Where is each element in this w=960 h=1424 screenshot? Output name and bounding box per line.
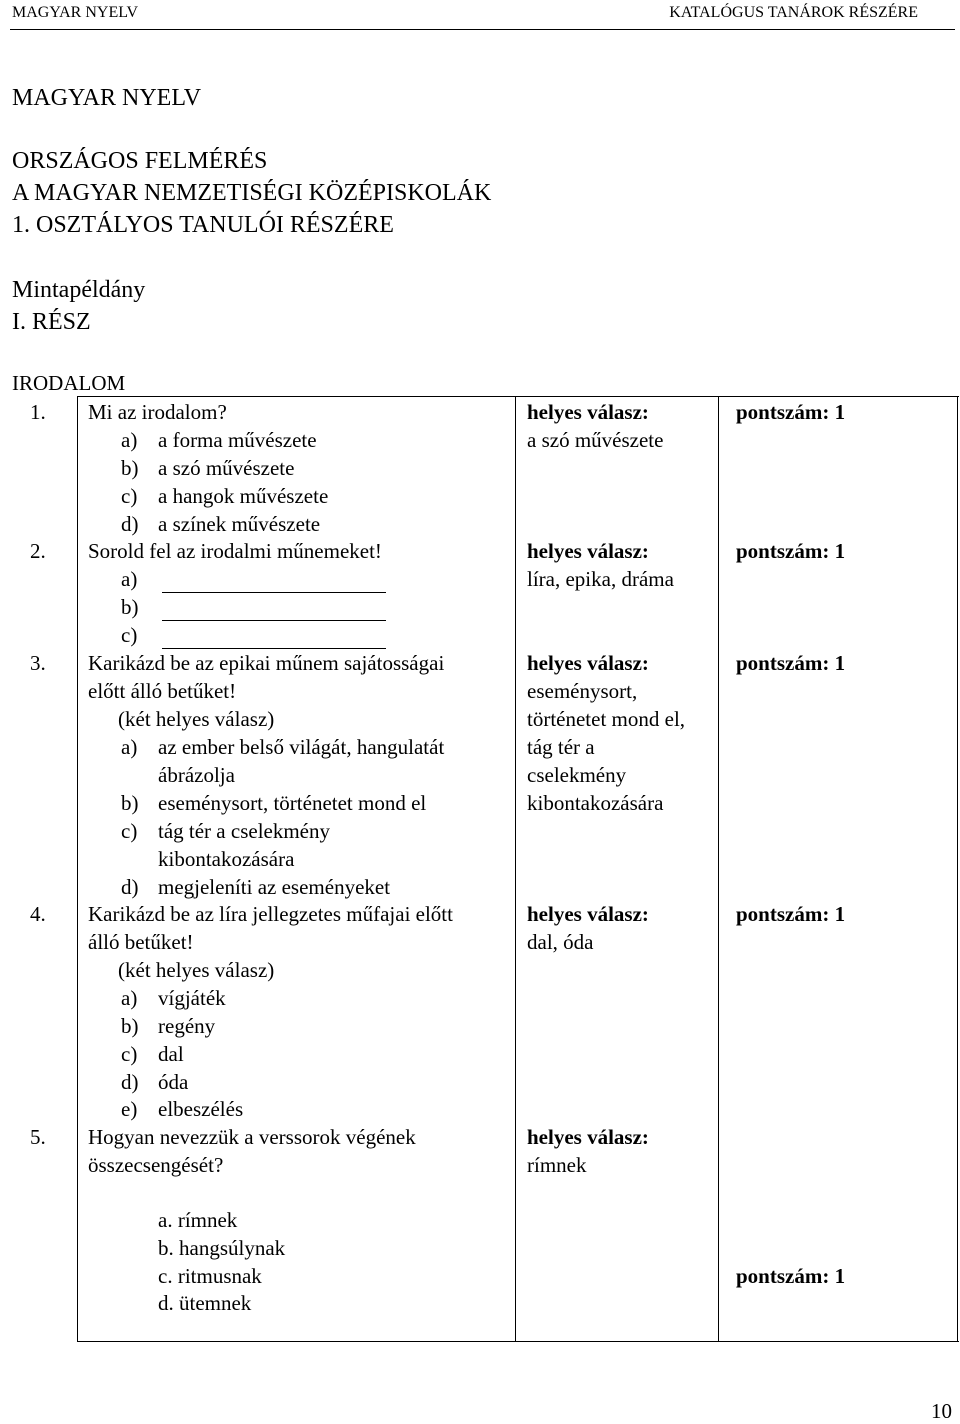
question-text: összecsengését? xyxy=(88,1153,224,1177)
answer-text: líra, epika, dráma xyxy=(527,567,674,591)
answer-text: a szó művészete xyxy=(527,428,664,452)
sample-label: Mintapéldány xyxy=(12,277,146,303)
table-top-border xyxy=(77,396,959,397)
part-label: I. RÉSZ xyxy=(12,309,91,335)
table-col-border-4 xyxy=(957,396,958,1341)
points-label: pontszám: 1 xyxy=(736,902,846,926)
points-label: pontszám: 1 xyxy=(736,400,846,424)
option-text: eseménysort, történetet mond el xyxy=(158,791,427,815)
answer-text: tág tér a xyxy=(527,735,595,759)
option-text: d. ütemnek xyxy=(158,1291,252,1315)
option-letter: d) xyxy=(121,512,139,536)
title-line-2: A MAGYAR NEMZETISÉGI KÖZÉPISKOLÁK xyxy=(12,180,492,206)
answer-label: helyes válasz: xyxy=(527,902,649,926)
question-number: 4. xyxy=(30,902,46,926)
answer-blank xyxy=(162,620,386,621)
section-label: IRODALOM xyxy=(12,371,126,395)
question-number: 1. xyxy=(30,400,46,424)
option-text: kibontakozására xyxy=(158,847,295,871)
answer-label: helyes válasz: xyxy=(527,400,649,424)
option-text: a színek művészete xyxy=(158,512,321,536)
question-text: Karikázd be az líra jellegzetes műfajai előtt xyxy=(88,902,453,926)
option-text: a hangok művészete xyxy=(158,484,329,508)
answer-blank xyxy=(162,648,386,649)
option-text: a. rímnek xyxy=(158,1208,238,1232)
option-text: elbeszélés xyxy=(158,1097,244,1121)
answer-label: helyes válasz: xyxy=(527,539,649,563)
title-line-3: 1. OSZTÁLYOS TANULÓI RÉSZÉRE xyxy=(12,212,394,238)
option-text: tág tér a cselekmény xyxy=(158,819,330,843)
title-line-1: ORSZÁGOS FELMÉRÉS xyxy=(12,148,268,174)
subject-title: MAGYAR NYELV xyxy=(12,85,202,111)
option-letter: c) xyxy=(121,623,138,647)
question-number: 2. xyxy=(30,539,46,563)
answer-text: cselekmény xyxy=(527,763,627,787)
question-text: előtt álló betűket! xyxy=(88,679,237,703)
option-letter: d) xyxy=(121,875,139,899)
option-letter: e) xyxy=(121,1097,138,1121)
table-bottom-border xyxy=(77,1341,959,1342)
answer-text: dal, óda xyxy=(527,930,594,954)
option-text: regény xyxy=(158,1014,216,1038)
answer-text: kibontakozására xyxy=(527,791,664,815)
option-text: c. ritmusnak xyxy=(158,1264,262,1288)
option-text: a szó művészete xyxy=(158,456,295,480)
table-col-border-2 xyxy=(515,396,516,1341)
table-col-border-1 xyxy=(77,396,78,1341)
header-divider xyxy=(10,29,955,30)
answer-text: történetet mond el, xyxy=(527,707,686,731)
answer-label: helyes válasz: xyxy=(527,1125,649,1149)
question-text: Mi az irodalom? xyxy=(88,400,227,424)
answer-text: rímnek xyxy=(527,1153,587,1177)
option-letter: d) xyxy=(121,1070,139,1094)
header-right: KATALÓGUS TANÁROK RÉSZÉRE xyxy=(669,4,918,21)
option-letter: b) xyxy=(121,1014,139,1038)
question-text: Sorold fel az irodalmi műnemeket! xyxy=(88,539,382,563)
option-text: megjeleníti az eseményeket xyxy=(158,875,391,899)
answer-text: eseménysort, xyxy=(527,679,638,703)
option-text: ábrázolja xyxy=(158,763,235,787)
answer-label: helyes válasz: xyxy=(527,651,649,675)
page-number: 10 xyxy=(931,1399,952,1423)
table-col-border-3 xyxy=(718,396,719,1341)
question-text: Karikázd be az epikai műnem sajátosságai xyxy=(88,651,445,675)
option-letter: c) xyxy=(121,819,138,843)
option-letter: b) xyxy=(121,791,139,815)
option-letter: a) xyxy=(121,735,138,759)
points-label: pontszám: 1 xyxy=(736,1264,846,1288)
question-text: Hogyan nevezzük a verssorok végének xyxy=(88,1125,416,1149)
question-note: (két helyes válasz) xyxy=(118,958,275,982)
question-text: álló betűket! xyxy=(88,930,194,954)
points-label: pontszám: 1 xyxy=(736,651,846,675)
points-label: pontszám: 1 xyxy=(736,539,846,563)
option-letter: a) xyxy=(121,428,138,452)
question-number: 5. xyxy=(30,1125,46,1149)
option-text: dal xyxy=(158,1042,184,1066)
option-text: a forma művészete xyxy=(158,428,317,452)
option-letter: b) xyxy=(121,456,139,480)
option-letter: a) xyxy=(121,986,138,1010)
option-text: b. hangsúlynak xyxy=(158,1236,286,1260)
answer-blank xyxy=(162,592,386,593)
question-number: 3. xyxy=(30,651,46,675)
option-letter: b) xyxy=(121,595,139,619)
option-letter: c) xyxy=(121,484,138,508)
header-left: MAGYAR NYELV xyxy=(12,4,139,21)
question-note: (két helyes válasz) xyxy=(118,707,275,731)
option-letter: c) xyxy=(121,1042,138,1066)
option-text: az ember belső világát, hangulatát xyxy=(158,735,445,759)
option-letter: a) xyxy=(121,567,138,591)
option-text: óda xyxy=(158,1070,189,1094)
option-text: vígjáték xyxy=(158,986,226,1010)
